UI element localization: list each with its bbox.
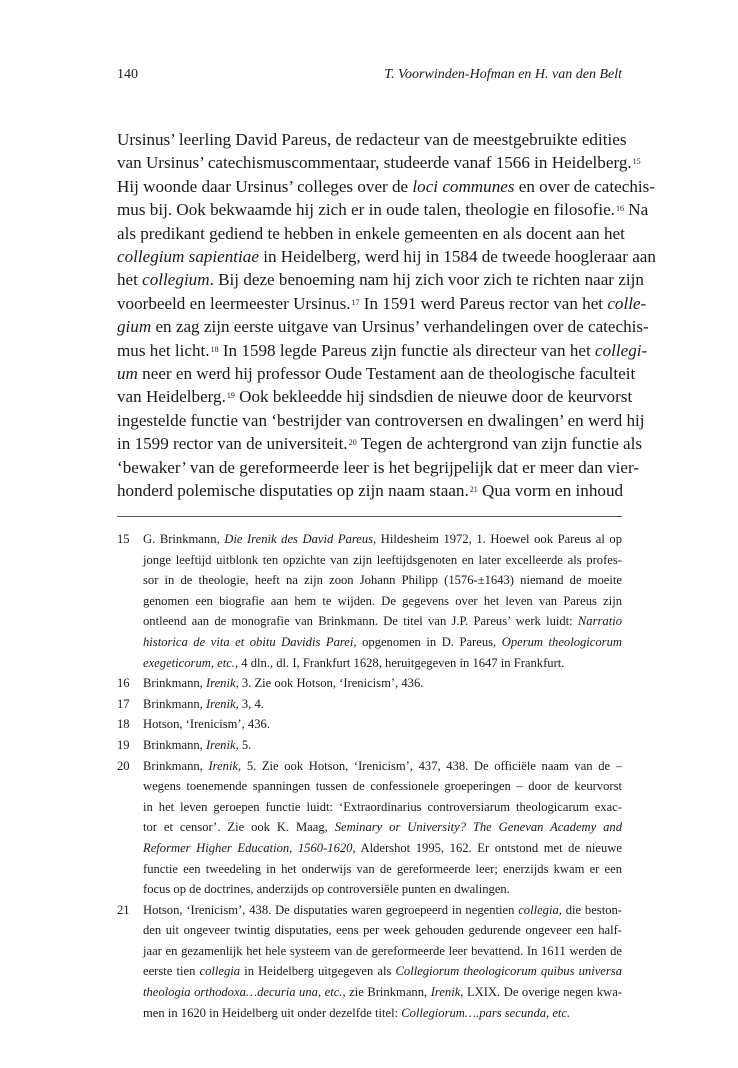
body-line: Hij woonde daar Ursinus’ colleges over de loci communes en over de catechis- (117, 176, 655, 196)
body-line: ‘bewaker’ van de gereformeerde leer is het begrijpelijk dat er meer dan vier- (117, 457, 640, 477)
body-line: ingestelde functie van ‘bestrijder van controversen en dwalingen’ en werd hij (117, 410, 645, 430)
body-line: van Heidelberg.$^{19}$ Ook bekleedde hij sindsdien de nieuwe door de keurvorst (117, 387, 633, 407)
footnote-ref: 17 (351, 297, 360, 307)
footnote-line: Brinkmann, Irenik, 3. Zie ook Hotson, ‘Irenicism’, 436. (143, 676, 424, 691)
footnote-text (143, 735, 622, 756)
footnote-line: Brinkmann, Irenik, 5. Zie ook Hotson, ‘Irenicism’, 437, 438. De officiële naam van de – (143, 758, 622, 773)
body-line: honderd polemische disputaties op zijn naam staan.$^{21}$ Qua vorm en inhoud (117, 481, 624, 501)
footnotes-list (117, 529, 622, 1023)
body-line: gium en zag zijn eerste uitgave van Ursinus’ verhandelingen over de catechis- (117, 317, 649, 337)
body-line: als predikant gediend te hebben in enkele gemeenten en als docent aan het (117, 223, 625, 243)
footnote-line: exegeticorum, etc., 4 dln., dl. I, Frankfurt 1628, heruitgegeven in 1647 in Frankfurt. (143, 655, 565, 670)
body-line: Ursinus’ leerling David Pareus, de redacteur van de meestgebruikte edities (117, 130, 627, 149)
footnote-text (143, 673, 622, 694)
footnote-17 (117, 694, 622, 715)
footnote-20 (117, 756, 622, 900)
body-line: mus het licht.$^{18}$ In 1598 legde Pareus zijn functie als directeur van het collegi- (117, 340, 648, 360)
footnote-number: 21 (117, 902, 130, 917)
footnote-ref: 18 (210, 344, 219, 354)
footnote-line: Hotson, ‘Irenicism’, 436. (143, 717, 270, 732)
footnote-line: wegens toenemende spanningen tussen de confessionele groeperingen – door de keurvorst (143, 779, 622, 794)
footnote-line: jonge leeftijd uitblonk ten opzichte van zijn leeftijdsgenoten en later excelleerde als profes- (143, 552, 622, 567)
footnote-ref: 15 (632, 157, 641, 167)
footnote-line: functie een tweedeling in het onderwijs van de gereformeerde leer; enerzijds kwam er een (143, 861, 622, 876)
footnote-line: genomen een biografie aan hem te wijden. De gegevens over het leven van Pareus zijn (143, 593, 622, 608)
footnote-number: 20 (117, 758, 130, 773)
footnote-text (143, 756, 622, 900)
footnote-line: historica de vita et obitu Davidis Parei, opgenomen in D. Pareus, Operum theologicorum (143, 634, 622, 649)
footnote-16 (117, 673, 622, 694)
body-line: in 1599 rector van de universiteit.$^{20}$ Tegen de achtergrond van zijn functie als (117, 434, 643, 454)
running-title: T. Voorwinden-Hofman en H. van den Belt (384, 67, 622, 82)
body-paragraph (117, 128, 656, 503)
footnote-15 (117, 529, 622, 673)
footnote-19 (117, 735, 622, 756)
body-line: van Ursinus’ catechismuscommentaar, studeerde vanaf 1566 in Heidelberg.$^{15}$ (117, 153, 641, 173)
footnote-line: ontleend aan de monografie van Brinkmann. De titel van J.P. Pareus’ werk luidt: Narratio (143, 614, 622, 629)
footnote-line: Brinkmann, Irenik, 5. (143, 737, 252, 752)
footnote-line: G. Brinkmann, Die Irenik des David Pareus, Hildesheim 1972, 1. Hoewel ook Pareus al op (143, 532, 622, 546)
footnote-text (143, 694, 622, 715)
body-line: collegium sapientiae in Heidelberg, werd hij in 1584 de tweede hoogleraar aan (117, 247, 656, 267)
footnote-number: 17 (117, 696, 130, 711)
body-line: mus bij. Ook bekwaamde hij zich er in oude talen, theologie en filosofie.$^{16}$ Na (117, 200, 649, 220)
footnote-number: 18 (117, 717, 130, 732)
body-line: het collegium. Bij deze benoeming nam hij zich voor zich te richten naar zijn (117, 270, 644, 290)
footnote-ref: 19 (226, 391, 235, 401)
footnote-number: 15 (117, 532, 130, 546)
footnote-text (143, 714, 622, 735)
footnote-line: theologia orthodoxa…decuria una, etc., zie Brinkmann, Irenik, LXIX. De overige negen kwa- (143, 985, 622, 1000)
footnote-line: den uit ongeveer twintig disputaties, eens per week gehouden gedurende ongeveer een half- (143, 923, 622, 938)
footnote-line: sor in de theologie, heeft na zijn zoon Johann Philipp (1576-±1643) niemand de moeite (143, 573, 622, 588)
footnote-ref: 16 (615, 204, 624, 214)
footnote-line: in het leven geroepen functie luidt: ‘Extraordinarius controversiarum theologicarum exac- (143, 799, 622, 814)
footnote-text (143, 900, 622, 1024)
footnote-divider (117, 516, 622, 517)
footnote-line: Brinkmann, Irenik, 3, 4. (143, 696, 264, 711)
footnote-line: focus op de doctrines, anderzijds op controversiële punten en dwalingen. (143, 882, 510, 897)
footnote-line: Hotson, ‘Irenicism’, 438. De disputaties waren gegroepeerd in negentien collegia, die beston- (143, 902, 622, 917)
footnote-line: Reformer Higher Education, 1560-1620, Aldershot 1995, 162. Er ontstond met de nieuwe (143, 840, 622, 855)
footnote-21 (117, 900, 622, 1024)
body-line: voorbeeld en leermeester Ursinus.$^{17}$ In 1591 werd Pareus rector van het colle- (117, 293, 647, 313)
footnote-line: tor et censor’. Zie ook K. Maag, Seminary or University? The Genevan Academy and (143, 820, 622, 835)
page-number: 140 (117, 67, 138, 82)
body-line: um neer en werd hij professor Oude Testament aan de theologische faculteit (117, 364, 636, 384)
footnote-line: jaar en gezamenlijk het hele systeem van de gereformeerde leer bevattend. In 1611 werden de (143, 943, 622, 958)
footnote-ref: 20 (348, 438, 357, 448)
footnote-number: 16 (117, 676, 130, 691)
footnote-ref: 21 (469, 485, 478, 495)
footnote-number: 19 (117, 737, 130, 752)
footnote-line: men in 1620 in Heidelberg uit onder dezelfde titel: Collegiorum….pars secunda, etc. (143, 1005, 571, 1020)
footnote-text (143, 529, 622, 673)
footnote-18 (117, 714, 622, 735)
footnote-line: eerste tien collegia in Heidelberg uitgegeven als Collegiorum theologicorum quibus universa (143, 964, 622, 979)
